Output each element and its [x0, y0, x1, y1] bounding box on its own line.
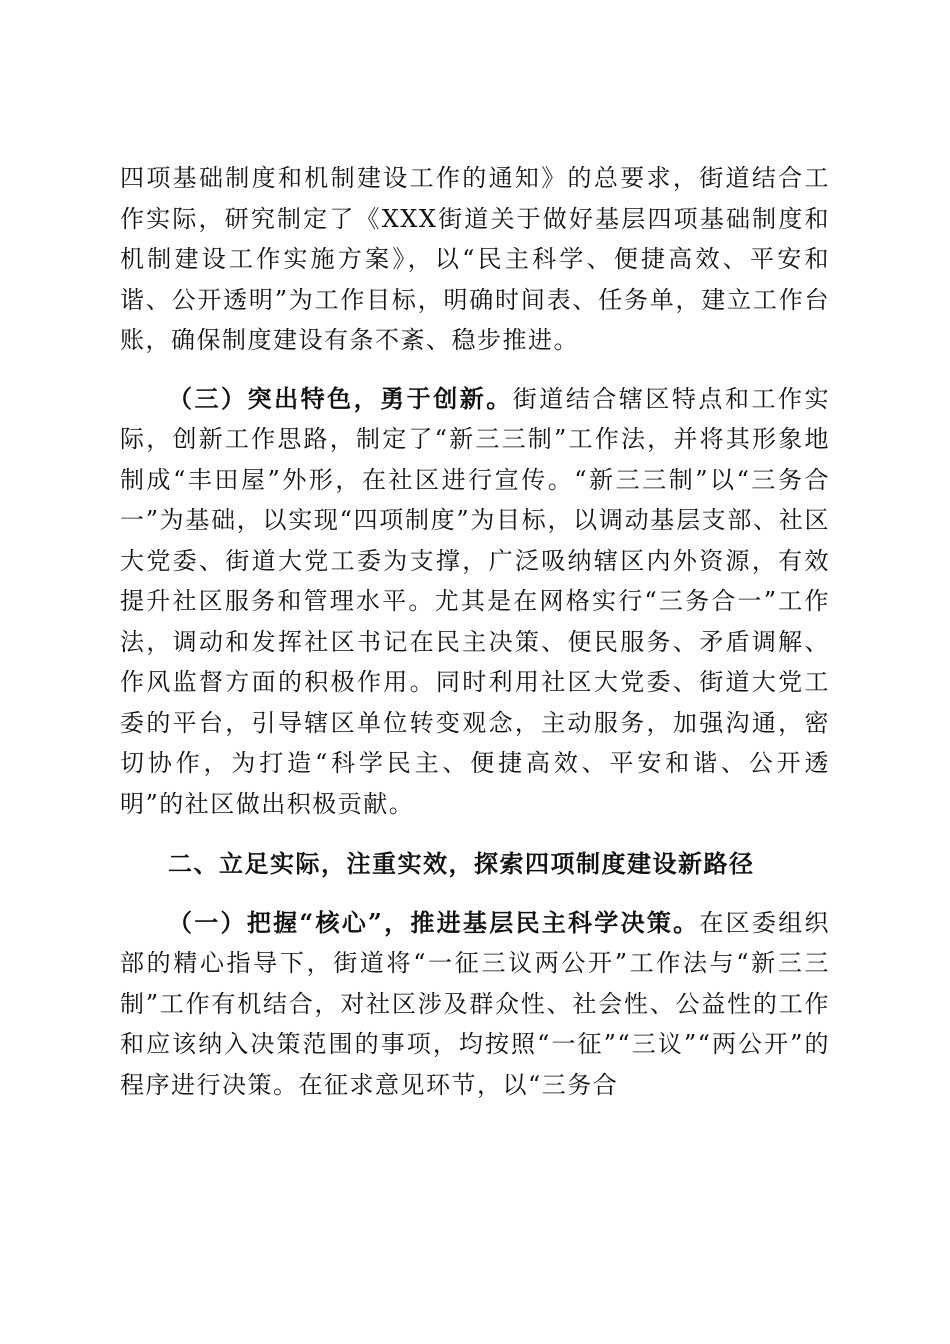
- section-3-title: （三）突出特色，勇于创新。: [168, 383, 513, 413]
- paragraph-3: [120, 903, 830, 1106]
- chapter-2-heading: 二、立足实际，注重实效，探索四项制度建设新路径: [168, 850, 755, 878]
- document-body: [120, 158, 830, 1105]
- paragraph-1-text: 四项基础制度和机制建设工作的通知》的总要求，街道结合工作实际，研究制定了《XXX街道关于做好基层四项基础制度和机制建设工作实施方案》，以“民主科学、便捷高效、平安和谐、公开透明”为工作目标，明确时间表、任务单，建立工作台账，确保制度建设有条不紊、稳步推进。: [120, 164, 830, 354]
- paragraph-2: [120, 379, 830, 825]
- paragraph-1: [120, 158, 830, 361]
- paragraph-2-text: 街道结合辖区特点和工作实际，创新工作思路，制定了“新三三制”工作法，并将其形象地制成“丰田屋”外形，在社区进行宣传。“新三三制”以“三务合一”为基础，以实现“四项制度”为目标，以调动基层支部、社区大党委、街道大党工委为支撑，广泛吸纳辖区内外资源，有效提升社区服务和管理水平。尤其是在网格实行“三务合一”工作法，调动和发挥社区书记在民主决策、便民服务、矛盾调解、作风监督方面的积极作用。同时利用社区大党委、街道大党工委的平台，引导辖区单位转变观念，主动服务，加强沟通，密切协作，为打造“科学民主、便捷高效、平安和谐、公开透明”的社区做出积极贡献。: [120, 384, 831, 818]
- paragraph-3-text: 在区委组织部的精心指导下，街道将“一征三议两公开”工作法与“新三三制”工作有机结合，对社区涉及群众性、社会性、公益性的工作和应该纳入决策范围的事项，均按照“一征”“三议”“两公开”的程序进行决策。在征求意见环节，以“三务合: [120, 908, 831, 1099]
- section-1-title: （一）把握“核心”，推进基层民主科学决策。: [168, 907, 700, 937]
